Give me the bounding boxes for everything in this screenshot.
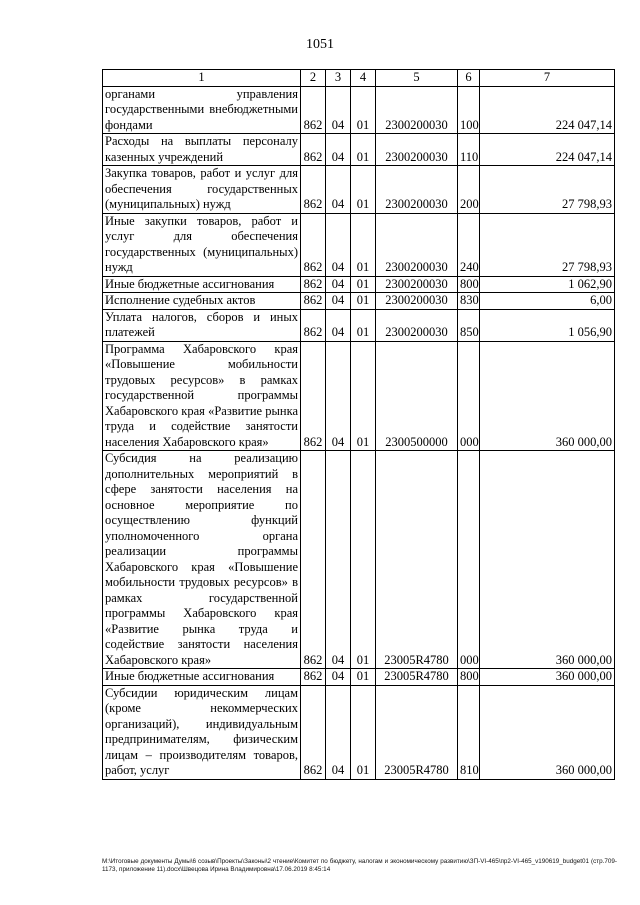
col-2: 862 — [301, 293, 326, 310]
col-3: 04 — [326, 309, 351, 341]
row-name: Программа Хабаровского края «Повышение мобильности трудовых ресурсов» в рамках государственной программы Хабаровского края «Развитие рынка труда и содействие занятости населения Хабаровского края» — [103, 341, 301, 451]
row-name: Субсидии юридическим лицам (кроме некоммерческих организаций), индивидуальным предпринимателям, физическим лицам – производителям товаров, работ, услуг — [103, 685, 301, 779]
column-header: 7 — [480, 70, 615, 87]
col-5: 2300200030 — [376, 309, 458, 341]
col-6: 240 — [458, 213, 480, 276]
col-4: 01 — [351, 134, 376, 166]
col-6: 200 — [458, 166, 480, 214]
col-6: 830 — [458, 293, 480, 310]
col-2: 862 — [301, 341, 326, 451]
col-7: 360 000,00 — [480, 685, 615, 779]
column-header: 4 — [351, 70, 376, 87]
col-3: 04 — [326, 685, 351, 779]
col-5: 2300500000 — [376, 341, 458, 451]
row-name: Закупка товаров, работ и услуг для обеспечения государственных (муниципальных) нужд — [103, 166, 301, 214]
col-4: 01 — [351, 166, 376, 214]
row-name: Иные закупки товаров, работ и услуг для обеспечения государственных (муниципальных) нужд — [103, 213, 301, 276]
col-2: 862 — [301, 166, 326, 214]
col-5: 2300200030 — [376, 276, 458, 293]
col-4: 01 — [351, 213, 376, 276]
table-row — [103, 341, 615, 451]
col-7: 1 062,90 — [480, 276, 615, 293]
col-3: 04 — [326, 134, 351, 166]
col-7: 360 000,00 — [480, 451, 615, 669]
col-2: 862 — [301, 276, 326, 293]
page-number: 1051 — [306, 37, 334, 52]
col-6: 100 — [458, 86, 480, 134]
col-3: 04 — [326, 276, 351, 293]
col-5: 2300200030 — [376, 213, 458, 276]
col-6: 850 — [458, 309, 480, 341]
col-5: 23005R4780 — [376, 669, 458, 686]
col-7: 224 047,14 — [480, 134, 615, 166]
col-4: 01 — [351, 669, 376, 686]
col-2: 862 — [301, 309, 326, 341]
row-name: Иные бюджетные ассигнования — [103, 669, 301, 686]
col-4: 01 — [351, 276, 376, 293]
column-header: 1 — [103, 70, 301, 87]
row-name: Иные бюджетные ассигнования — [103, 276, 301, 293]
column-header: 3 — [326, 70, 351, 87]
col-3: 04 — [326, 669, 351, 686]
col-7: 1 056,90 — [480, 309, 615, 341]
col-6: 000 — [458, 451, 480, 669]
col-3: 04 — [326, 213, 351, 276]
col-4: 01 — [351, 86, 376, 134]
col-3: 04 — [326, 86, 351, 134]
col-3: 04 — [326, 341, 351, 451]
col-4: 01 — [351, 341, 376, 451]
table-row — [103, 86, 615, 134]
column-header: 2 — [301, 70, 326, 87]
col-4: 01 — [351, 309, 376, 341]
col-3: 04 — [326, 451, 351, 669]
col-6: 000 — [458, 341, 480, 451]
col-5: 2300200030 — [376, 134, 458, 166]
col-5: 23005R4780 — [376, 451, 458, 669]
col-7: 360 000,00 — [480, 341, 615, 451]
table-row — [103, 451, 615, 669]
col-2: 862 — [301, 451, 326, 669]
col-7: 360 000,00 — [480, 669, 615, 686]
col-3: 04 — [326, 166, 351, 214]
row-name: органами управления государственными внебюджетными фондами — [103, 86, 301, 134]
table-row — [103, 685, 615, 779]
col-7: 224 047,14 — [480, 86, 615, 134]
col-7: 6,00 — [480, 293, 615, 310]
table-row — [103, 309, 615, 341]
col-3: 04 — [326, 293, 351, 310]
col-5: 2300200030 — [376, 166, 458, 214]
col-4: 01 — [351, 293, 376, 310]
col-4: 01 — [351, 451, 376, 669]
row-name: Расходы на выплаты персоналу казенных учреждений — [103, 134, 301, 166]
col-2: 862 — [301, 669, 326, 686]
row-name: Уплата налогов, сборов и иных платежей — [103, 309, 301, 341]
col-4: 01 — [351, 685, 376, 779]
table-row — [103, 293, 615, 310]
table-row — [103, 276, 615, 293]
document-path-footer: M:\Итоговые документы Думы\6 созыв\Проекты\Законы\2 чтение\Комитет по бюджету, налогам и экономическому развитию\ЗП-VI-465\пр2-VI-465_v190619_budget01 (стр.709-1173, приложение 11).docx\Швецова Ирина Владимировна\17.06.2019 8:45:14 — [102, 858, 617, 873]
table-row — [103, 669, 615, 686]
table-row — [103, 166, 615, 214]
col-6: 800 — [458, 669, 480, 686]
column-header: 5 — [376, 70, 458, 87]
col-2: 862 — [301, 134, 326, 166]
table-row — [103, 213, 615, 276]
header-row — [103, 70, 615, 87]
col-6: 800 — [458, 276, 480, 293]
col-5: 2300200030 — [376, 86, 458, 134]
budget-table — [102, 69, 615, 780]
col-7: 27 798,93 — [480, 166, 615, 214]
row-name: Исполнение судебных актов — [103, 293, 301, 310]
column-header: 6 — [458, 70, 480, 87]
col-7: 27 798,93 — [480, 213, 615, 276]
col-2: 862 — [301, 86, 326, 134]
col-6: 110 — [458, 134, 480, 166]
col-2: 862 — [301, 685, 326, 779]
col-2: 862 — [301, 213, 326, 276]
table-row — [103, 134, 615, 166]
row-name: Субсидия на реализацию дополнительных мероприятий в сфере занятости населения на основное мероприятие по осуществлению функций уполномоченного органа реализации программы Хабаровского края «Повышение мобильности трудовых ресурсов» в рамках государственной программы Хабаровского края «Развитие рынка труда и содействие занятости населения Хабаровского края» — [103, 451, 301, 669]
col-5: 23005R4780 — [376, 685, 458, 779]
col-5: 2300200030 — [376, 293, 458, 310]
col-6: 810 — [458, 685, 480, 779]
